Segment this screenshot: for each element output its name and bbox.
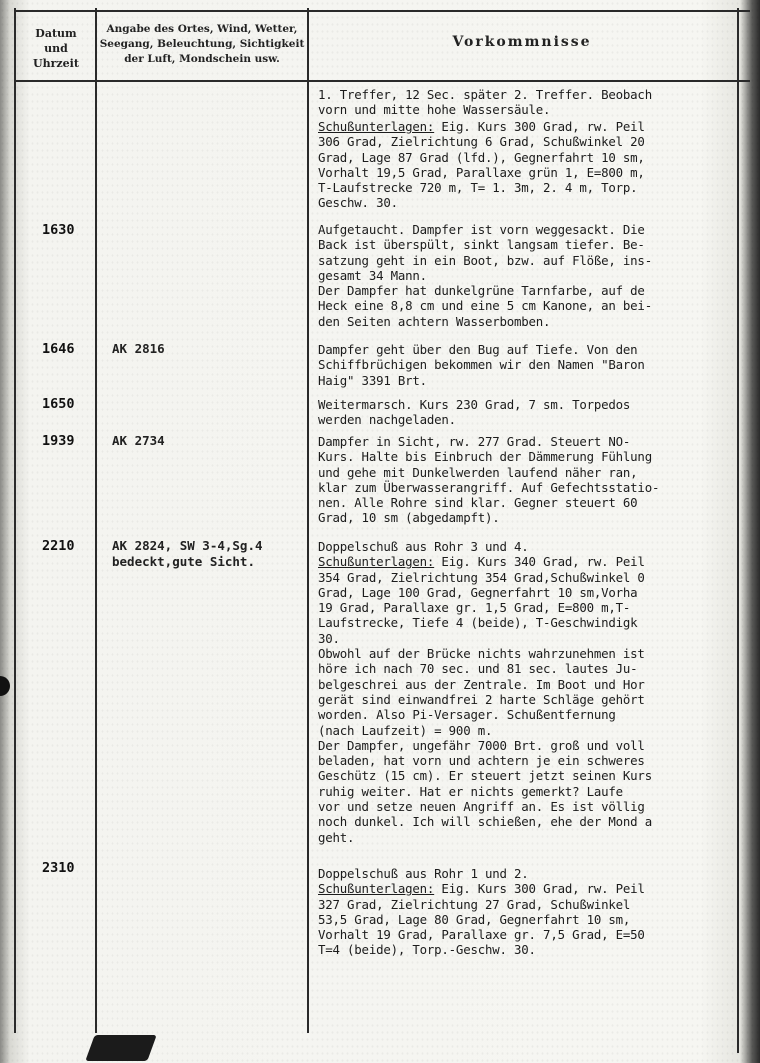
entry-text: Dampfer in Sicht, rw. 277 Grad. Steuert NO- Kurs. Halte bis Einbruch der Dämmerung Fühlung und gehe mit Dunkelwerden laufend näher ran, klar zum Überwasserangriff. Auf Gefechtsstatio- nen. Alle Rohre sind klar. Gegner steuert 60 Grad, 10 sm (abgedampft).: [318, 434, 660, 526]
entry-lead: Doppelschuß aus Rohr 3 und 4.: [318, 539, 529, 554]
entry-position-weather: AK 2824, SW 3-4,Sg.4 bedeckt,gute Sicht.: [112, 538, 263, 569]
column-divider-2: [307, 8, 309, 1033]
entry-time: 1646: [42, 341, 75, 357]
log-entry: [318, 119, 750, 211]
binder-clip-shadow: [85, 1035, 156, 1061]
entry-text: Eig. Kurs 340 Grad, rw. Peil 354 Grad, Zielrichtung 354 Grad,Schußwinkel 0 Grad, Lage 100 Grad, Gegnerfahrt 10 sm,Vorha 19 Grad, Parallaxe gr. 1,5 Grad, E=800 m,T- Laufstrecke, Tiefe 4 (beide), T-Geschwindigk 30. Obwohl auf der Brücke nichts wahrzunehmen ist höre ich nach 70 sec. und 81 sec. lautes Ju- belgeschrei aus der Zentrale. Im Boot und Hor gerät sind einwandfrei 2 harte Schläge gehört worden. Also Pi-Versager. Schußentfernung (nach Laufzeit) = 900 m. Der Dampfer, ungefähr 7000 Brt. groß und voll beladen, hat vorn und achtern je ein schweres Geschütz (15 cm). Er steuert jetzt seinen Kurs ruhig weiter. Hat er nichts gemerkt? Laufe vor und setze neuen Angriff an. Es ist völlig noch dunkel. Ich will schießen, ehe der Mond a geht.: [318, 554, 652, 845]
entry-time: 2310: [42, 860, 75, 876]
entry-text: Aufgetaucht. Dampfer ist vorn weggesackt. Die Back ist überspült, sinkt langsam tiefer. Be- satzung geht in ein Boot, bzw. auf Flöße, ins- gesamt 34 Mann. Der Dampfer hat dunkelgrüne Tarnfarbe, auf de Heck eine 8,8 cm und eine 5 cm Kanone, an bei- den Seiten achtern Wasserbomben.: [318, 222, 652, 329]
log-entry: [318, 87, 750, 118]
header-label: Uhrzeit: [33, 57, 79, 70]
log-entry: [318, 866, 750, 958]
entry-heading: Schußunterlagen:: [318, 554, 435, 570]
entry-time: 2210: [42, 538, 75, 554]
header-label: Seegang, Beleuchtung, Sichtigkeit: [99, 38, 305, 50]
log-entry: [318, 434, 750, 526]
column-divider-1: [95, 8, 97, 1033]
table-border-left: [14, 8, 16, 1033]
header-place-weather: [98, 22, 306, 67]
entry-time: 1939: [42, 433, 75, 449]
entry-time: 1630: [42, 222, 75, 238]
log-entry: [318, 342, 750, 388]
log-entry: [318, 222, 750, 329]
entry-position: AK 2734: [112, 433, 165, 448]
log-entry: [318, 397, 750, 428]
entry-text: Eig. Kurs 300 Grad, rw. Peil 327 Grad, Zielrichtung 27 Grad, Schußwinkel 53,5 Grad, Lage 80 Grad, Gegnerfahrt 10 sm, Vorhalt 19 Grad, Parallaxe gr. 7,5 Grad, E=50 T=4 (beide), Torp.-Geschw. 30.: [318, 881, 645, 958]
header-date-time: [20, 26, 92, 71]
entry-heading: Schußunterlagen:: [318, 881, 435, 897]
entry-time: 1650: [42, 396, 75, 412]
header-label: und: [44, 42, 68, 55]
log-entry: [318, 539, 750, 845]
header-label: Datum: [35, 27, 77, 40]
entry-position: AK 2816: [112, 341, 165, 356]
header-label: der Luft, Mondschein usw.: [124, 53, 280, 65]
entry-lead: Doppelschuß aus Rohr 1 und 2.: [318, 866, 529, 881]
table-top-rule: [14, 10, 750, 12]
header-events: Vorkommnisse: [452, 34, 592, 50]
header-rule: [14, 80, 750, 82]
entry-text: 1. Treffer, 12 Sec. später 2. Treffer. Beobach vorn und mitte hohe Wassersäule.: [318, 87, 652, 118]
entry-heading: Schußunterlagen:: [318, 119, 435, 134]
entry-text: Weitermarsch. Kurs 230 Grad, 7 sm. Torpedos werden nachgeladen.: [318, 397, 631, 428]
header-label: Angabe des Ortes, Wind, Wetter,: [106, 23, 298, 35]
entry-text: Dampfer geht über den Bug auf Tiefe. Von den Schiffbrüchigen bekommen wir den Namen "Baron Haig" 3391 Brt.: [318, 342, 645, 388]
entry-text: Eig. Kurs 300 Grad, rw. Peil 306 Grad, Zielrichtung 6 Grad, Schußwinkel 20 Grad, Lage 87 Grad (lfd.), Gegnerfahrt 10 sm, Vorhalt 19,5 Grad, Parallaxe grün 1, E=800 m, T-Laufstrecke 720 m, T= 1. 3m, 2. 4 m, Torp. Geschw. 30.: [318, 119, 645, 211]
